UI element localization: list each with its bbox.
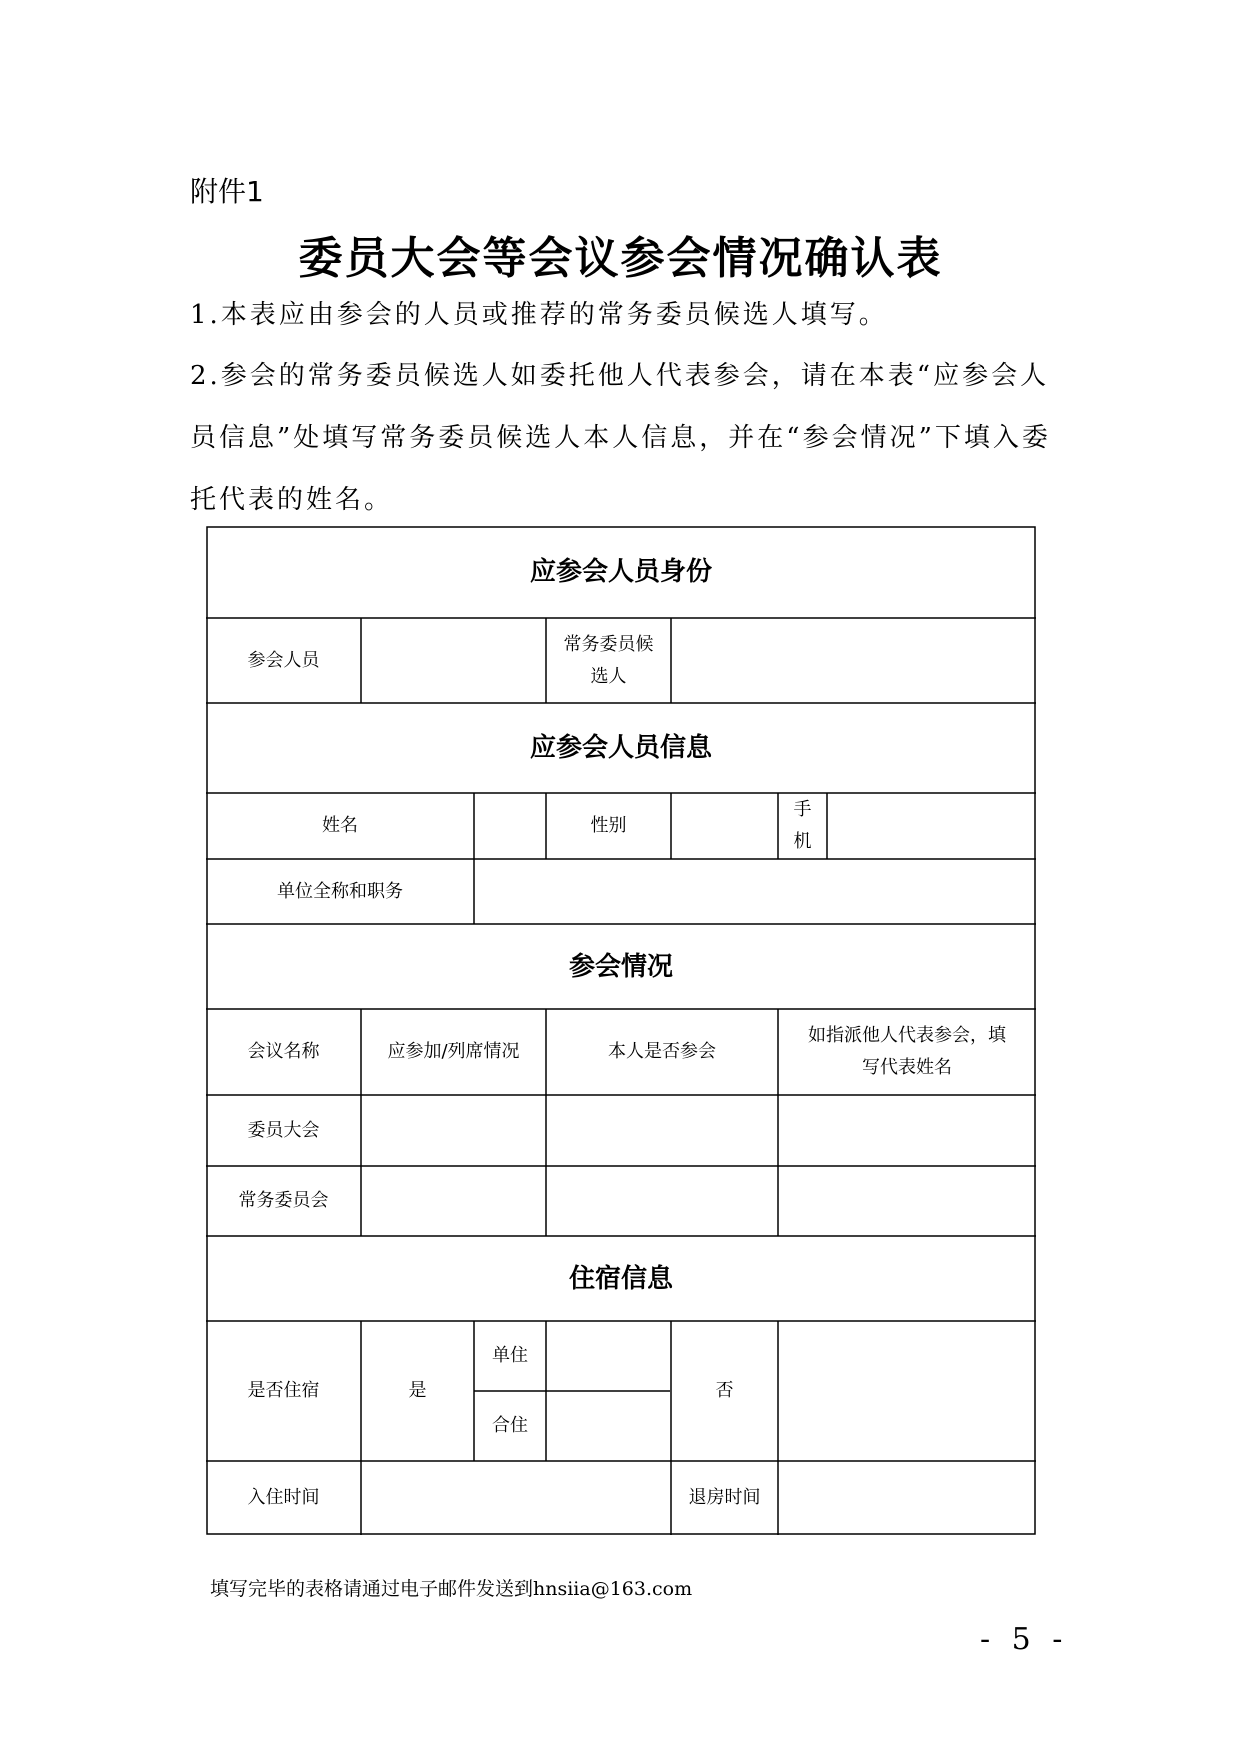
- single-room-field[interactable]: [546, 1321, 671, 1391]
- col-header-delegate: 如指派他人代表参会，填写代表姓名: [808, 1025, 1006, 1078]
- phone-label: 手机: [793, 799, 812, 852]
- plenary-delegate-field[interactable]: [778, 1095, 1036, 1166]
- checkout-field[interactable]: [778, 1461, 1036, 1535]
- row-label-plenary: 委员大会: [247, 1119, 320, 1141]
- checkout-label: 退房时间: [688, 1487, 761, 1508]
- section-heading-lodging: 住宿信息: [568, 1263, 673, 1294]
- single-room-label: 单住: [492, 1345, 528, 1366]
- row-label-standing-committee: 常务委员会: [238, 1190, 329, 1211]
- section-heading-identity: 应参会人员身份: [529, 557, 712, 587]
- col-header-self-attend: 本人是否参会: [608, 1041, 716, 1062]
- page-title: 委员大会等会议参会情况确认表: [298, 233, 943, 284]
- attendee-label: 参会人员: [247, 649, 320, 671]
- standing-self-field[interactable]: [546, 1166, 778, 1236]
- org-position-label: 单位全称和职务: [277, 880, 403, 902]
- shared-room-field[interactable]: [546, 1391, 671, 1461]
- col-header-meeting: 会议名称: [247, 1041, 320, 1062]
- plenary-status-field[interactable]: [361, 1095, 546, 1166]
- lodging-no-field[interactable]: [778, 1321, 1036, 1461]
- confirmation-form-table: [206, 526, 1036, 1535]
- standing-delegate-field[interactable]: [778, 1166, 1036, 1236]
- attachment-label: 附件1: [190, 175, 264, 208]
- shared-room-label: 合住: [492, 1415, 528, 1436]
- candidate-checkbox-field[interactable]: [671, 618, 1036, 703]
- candidate-label: 常务委员候选人: [563, 633, 654, 687]
- name-field[interactable]: [474, 793, 546, 859]
- section-heading-attendance: 参会情况: [568, 951, 673, 982]
- footer-instruction: 填写完毕的表格请通过电子邮件发送到hnsiia@163.com: [210, 1578, 693, 1600]
- lodging-no-label: 否: [715, 1380, 734, 1401]
- gender-field[interactable]: [671, 793, 778, 859]
- instruction-note-2: 2.参会的常务委员候选人如委托他人代表参会，请在本表“应参会人员信息”处填写常务委员候选人本人信息，并在“参会情况”下填入委托代表的姓名。: [190, 361, 1051, 515]
- instruction-note-1: 1.本表应由参会的人员或推荐的常务委员候选人填写。: [190, 300, 888, 330]
- phone-field[interactable]: [827, 793, 1036, 859]
- org-position-field[interactable]: [474, 859, 1036, 924]
- attendee-checkbox-field[interactable]: [361, 618, 546, 703]
- lodging-need-label: 是否住宿: [247, 1380, 320, 1401]
- plenary-self-field[interactable]: [546, 1095, 778, 1166]
- checkin-label: 入住时间: [247, 1487, 320, 1508]
- standing-status-field[interactable]: [361, 1166, 546, 1236]
- col-header-status: 应参加/列席情况: [387, 1041, 520, 1062]
- name-label: 姓名: [322, 815, 358, 836]
- section-heading-info: 应参会人员信息: [529, 733, 712, 763]
- checkin-field[interactable]: [361, 1461, 671, 1535]
- page-number: - 5 -: [980, 1622, 1069, 1657]
- lodging-yes-label: 是: [408, 1380, 427, 1401]
- gender-label: 性别: [590, 815, 627, 836]
